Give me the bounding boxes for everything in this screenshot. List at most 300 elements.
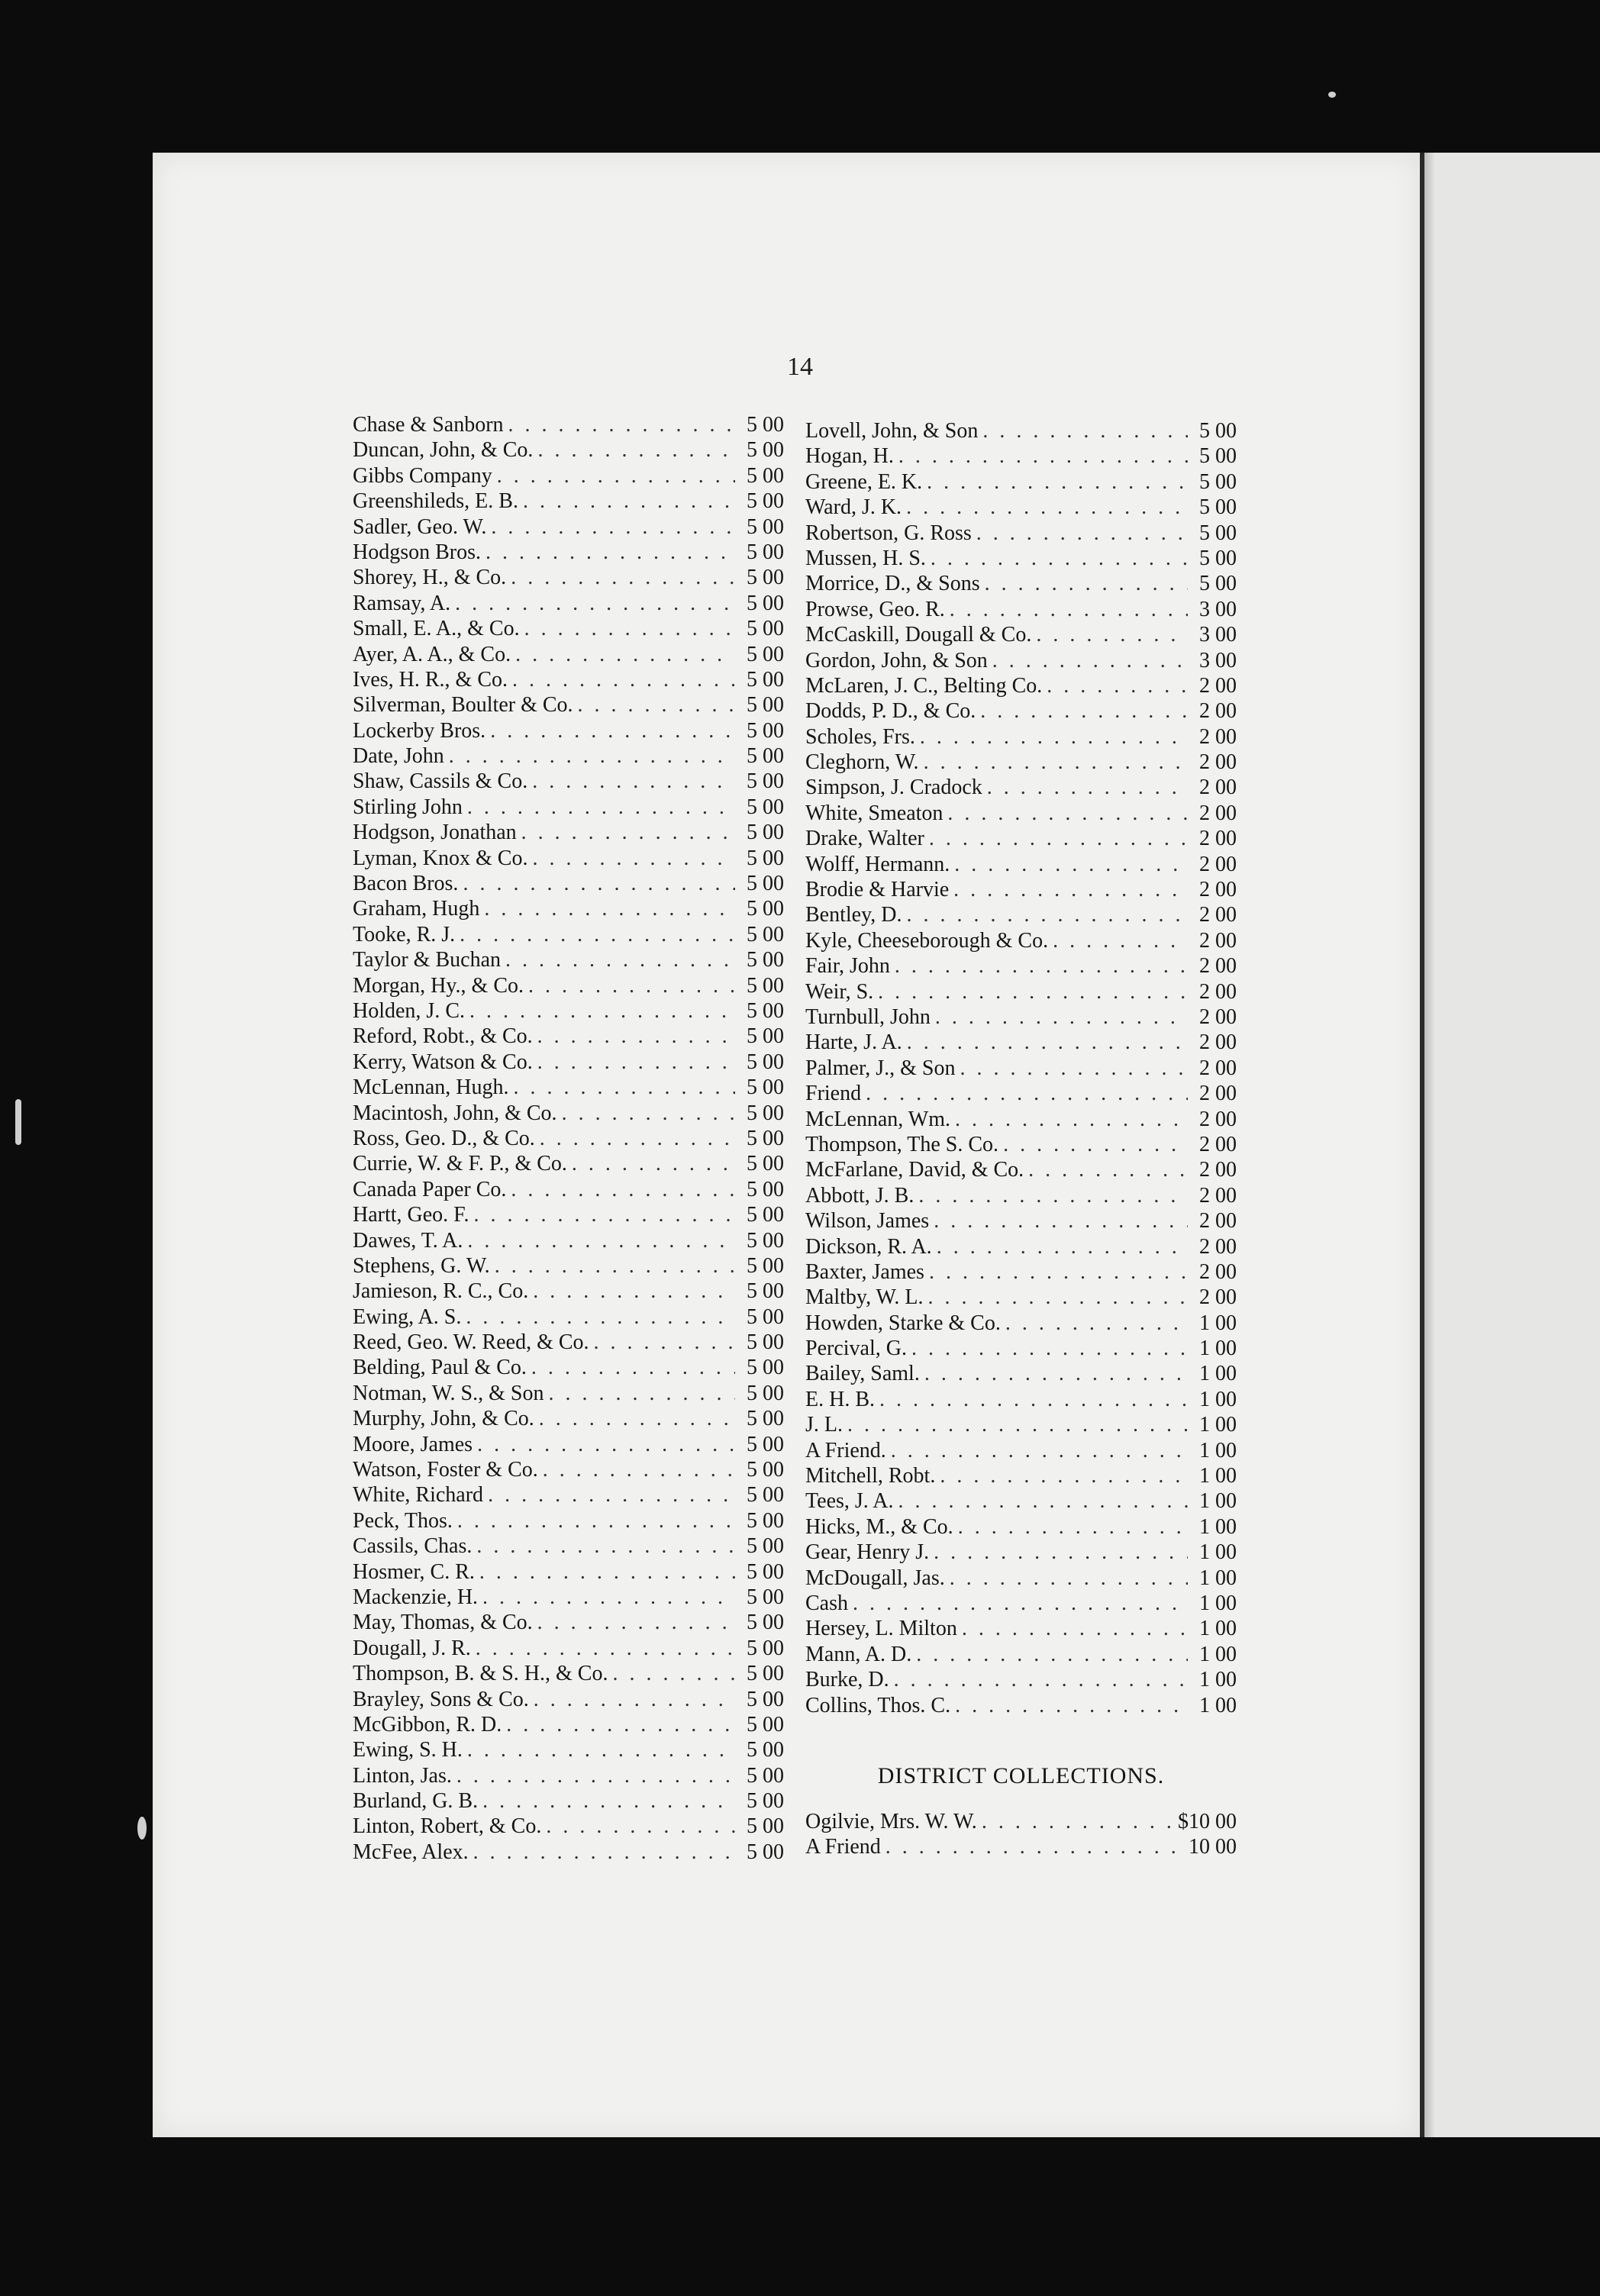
donor-name: Peck, Thos.: [353, 1508, 453, 1533]
leader-dots: [469, 998, 735, 1024]
leader-dots: [524, 616, 735, 641]
donor-entry: [353, 1533, 784, 1559]
leader-dots: [546, 1814, 735, 1839]
donor-entry: [805, 1667, 1237, 1692]
donor-entry: [353, 1177, 784, 1202]
leader-dots: [537, 437, 735, 463]
donor-entry: [353, 1126, 784, 1151]
donation-amount: 1 00: [1199, 1693, 1237, 1717]
leader-dots: [476, 1533, 735, 1559]
donor-name: Canada Paper Co.: [353, 1177, 507, 1201]
donor-entry: [353, 1432, 784, 1457]
donor-entry: [353, 769, 784, 794]
donation-amount: 3 00: [1199, 623, 1237, 647]
leader-dots: [540, 1126, 735, 1151]
donation-amount: 5 00: [747, 693, 784, 718]
donor-name: Cleghorn, W.: [805, 750, 919, 775]
leader-dots: [511, 1177, 735, 1202]
page-gutter-shadow: [1424, 153, 1435, 2137]
donor-name: Abbott, J. B.: [805, 1183, 915, 1208]
donor-entry: [805, 852, 1237, 877]
donor-entry: [805, 521, 1237, 546]
leader-dots: [612, 1661, 735, 1686]
donation-amount: 2 00: [1199, 878, 1237, 902]
leader-dots: [924, 750, 1188, 775]
donor-entry: [353, 1712, 784, 1737]
donor-name: Gordon, John, & Son: [805, 648, 988, 672]
donation-amount: 2 00: [1199, 903, 1237, 927]
leader-dots: [878, 979, 1188, 1004]
donor-name: Date, John: [353, 744, 444, 769]
donation-amount: $10 00: [1178, 1810, 1237, 1833]
leader-dots: [927, 469, 1188, 495]
leader-dots: [482, 1788, 735, 1814]
donor-entry: [805, 1311, 1237, 1336]
donation-amount: 1 00: [1199, 1387, 1237, 1411]
donation-amount: 5 00: [747, 1152, 784, 1176]
donor-name: Hersey, L. Milton: [805, 1617, 957, 1641]
donor-entry: [805, 1514, 1237, 1540]
donation-amount: 5 00: [1199, 444, 1237, 469]
donor-entry: [353, 591, 784, 616]
donation-amount: 5 00: [747, 846, 784, 870]
donor-entry: [353, 1101, 784, 1126]
district-collections-list: [805, 1809, 1237, 1860]
donation-amount: 3 00: [1199, 597, 1237, 621]
donor-entry: [353, 1381, 784, 1406]
leader-dots: [953, 877, 1188, 902]
donor-entry: [353, 973, 784, 998]
donation-amount: 5 00: [747, 1458, 784, 1482]
donor-entry: [805, 1463, 1237, 1488]
right-donor-list: [805, 418, 1237, 1718]
donor-entry: [805, 495, 1237, 520]
leader-dots: [934, 1540, 1188, 1565]
leader-dots: [476, 1636, 735, 1661]
leader-dots: [916, 1642, 1188, 1667]
donation-amount: 2 00: [1199, 1234, 1237, 1259]
donation-amount: 2 00: [1199, 979, 1237, 1004]
paper-speck: [1328, 92, 1336, 98]
leader-dots: [537, 1610, 735, 1635]
donor-name: Mussen, H. S.: [805, 546, 926, 570]
donation-amount: 5 00: [747, 1075, 784, 1100]
donor-entry: [353, 922, 784, 947]
donor-entry: [353, 437, 784, 463]
donor-name: Watson, Foster & Co.: [353, 1458, 538, 1482]
leader-dots: [548, 1381, 735, 1406]
donor-name: Greenshileds, E. B.: [353, 489, 518, 514]
leader-dots: [987, 775, 1188, 800]
leader-dots: [879, 1387, 1188, 1412]
donation-amount: 5 00: [747, 744, 784, 769]
leader-dots: [460, 922, 735, 947]
donation-amount: 2 00: [1199, 699, 1237, 724]
left-donor-list: [353, 412, 784, 1865]
donor-name: Brayley, Sons & Co.: [353, 1687, 529, 1711]
donation-amount: 5 00: [1199, 419, 1237, 443]
donor-name: Prowse, Geo. R.: [805, 597, 945, 621]
page-number: 14: [787, 353, 813, 381]
donor-entry: [805, 469, 1237, 495]
donor-name: Hosmer, C. R.: [353, 1559, 475, 1584]
leader-dots: [511, 565, 735, 590]
leader-dots: [954, 852, 1188, 877]
donation-amount: 2 00: [1199, 1158, 1237, 1182]
donation-amount: 1 00: [1199, 1311, 1237, 1335]
donor-entry: [805, 724, 1237, 750]
donor-entry: [805, 826, 1237, 851]
donor-entry: [805, 1834, 1237, 1859]
donor-entry: [353, 718, 784, 743]
leader-dots: [505, 947, 735, 972]
donation-amount: 5 00: [747, 642, 784, 666]
donor-name: Morrice, D., & Sons: [805, 572, 980, 596]
donor-name: Bentley, D.: [805, 903, 902, 927]
donation-amount: 2 00: [1199, 827, 1237, 851]
donation-amount: 5 00: [747, 1712, 784, 1737]
donor-entry: [805, 597, 1237, 622]
donor-entry: [805, 1107, 1237, 1132]
donor-name: Wolff, Hermann.: [805, 852, 950, 876]
donor-entry: [353, 1202, 784, 1227]
leader-dots: [523, 489, 735, 514]
donation-amount: 10 00: [1189, 1835, 1237, 1859]
leader-dots: [894, 1667, 1188, 1692]
leader-dots: [467, 1737, 735, 1762]
donor-entry: [805, 1809, 1237, 1834]
donation-amount: 5 00: [1199, 572, 1237, 596]
donation-amount: 5 00: [747, 514, 784, 539]
donor-entry: [805, 750, 1237, 775]
donor-name: Burland, G. B.: [353, 1789, 479, 1814]
donor-name: Kyle, Cheeseborough & Co.: [805, 928, 1049, 953]
donation-amount: 5 00: [747, 1253, 784, 1278]
leader-dots: [506, 1712, 735, 1737]
leader-dots: [920, 724, 1188, 750]
leader-dots: [982, 1809, 1173, 1834]
donor-name: McFee, Alex.: [353, 1840, 469, 1864]
donor-name: Collins, Thos. C.: [805, 1693, 951, 1717]
donor-name: McGibbon, R. D.: [353, 1712, 502, 1737]
donor-entry: [805, 1488, 1237, 1514]
donor-entry: [805, 698, 1237, 724]
donor-name: Lyman, Knox & Co.: [353, 846, 528, 870]
donor-name: Howden, Starke & Co.: [805, 1311, 1001, 1335]
donation-amount: 1 00: [1199, 1514, 1237, 1539]
donor-entry: [353, 412, 784, 437]
leader-dots: [950, 597, 1188, 622]
donor-entry: [805, 648, 1237, 673]
donor-name: Baxter, James: [805, 1259, 924, 1284]
donor-entry: [805, 418, 1237, 443]
leader-dots: [532, 769, 735, 794]
donor-name: Lockerby Bros.: [353, 718, 486, 743]
leader-dots: [572, 1151, 735, 1176]
donation-amount: 5 00: [747, 1330, 784, 1355]
donation-amount: 5 00: [747, 438, 784, 463]
donor-entry: [805, 1030, 1237, 1055]
leader-dots: [885, 1834, 1184, 1859]
leader-dots: [907, 1030, 1188, 1055]
donor-name: A Friend: [805, 1835, 881, 1859]
donation-amount: 1 00: [1199, 1362, 1237, 1386]
paper-speck: [137, 1817, 147, 1840]
donation-amount: 3 00: [1199, 648, 1237, 672]
leader-dots: [508, 412, 735, 437]
leader-dots: [497, 463, 735, 489]
leader-dots: [960, 1056, 1188, 1081]
donation-amount: 5 00: [747, 1356, 784, 1380]
leader-dots: [455, 591, 735, 616]
leader-dots: [982, 418, 1188, 443]
donation-amount: 5 00: [747, 872, 784, 896]
donor-entry: [353, 1814, 784, 1839]
donor-name: Maltby, W. L.: [805, 1285, 924, 1310]
leader-dots: [466, 1304, 735, 1330]
donation-amount: 5 00: [747, 821, 784, 845]
leader-dots: [898, 1488, 1188, 1514]
donor-entry: [353, 1050, 784, 1075]
donation-amount: 2 00: [1199, 776, 1237, 800]
leader-dots: [477, 1432, 735, 1457]
leader-dots: [521, 820, 735, 845]
donor-name: Duncan, John, & Co.: [353, 438, 534, 463]
donation-amount: 5 00: [747, 897, 784, 921]
donation-amount: 5 00: [747, 1126, 784, 1150]
donor-name: McCaskill, Dougall & Co.: [805, 623, 1032, 647]
donation-amount: 5 00: [747, 1585, 784, 1609]
donor-name: Stephens, G. W.: [353, 1253, 490, 1278]
donor-entry: [353, 998, 784, 1024]
donor-name: Murphy, John, & Co.: [353, 1407, 534, 1431]
donation-amount: 1 00: [1199, 1413, 1237, 1437]
donor-name: Notman, W. S., & Son: [353, 1381, 544, 1405]
donation-amount: 5 00: [747, 718, 784, 743]
donation-amount: 2 00: [1199, 1183, 1237, 1208]
donation-amount: 5 00: [747, 998, 784, 1023]
donor-name: Ramsay, A.: [353, 591, 451, 615]
donor-entry: [805, 902, 1237, 927]
leader-dots: [485, 540, 735, 565]
donor-name: Thompson, B. & S. H., & Co.: [353, 1662, 608, 1686]
donation-amount: 5 00: [747, 1814, 784, 1839]
donation-amount: 5 00: [747, 1662, 784, 1686]
leader-dots: [474, 1202, 735, 1227]
donor-name: Ward, J. K.: [805, 495, 902, 520]
donor-entry: [353, 667, 784, 692]
donor-name: Dougall, J. R.: [353, 1636, 471, 1660]
donor-name: Morgan, Hy., & Co.: [353, 973, 524, 998]
donor-name: Wilson, James: [805, 1209, 930, 1233]
paper-speck: [15, 1099, 21, 1145]
donation-amount: 5 00: [1199, 546, 1237, 570]
donor-name: Ewing, A. S.: [353, 1304, 462, 1329]
leader-dots: [955, 1107, 1188, 1132]
donor-name: J. L.: [805, 1413, 843, 1437]
donor-entry: [353, 795, 784, 820]
donor-name: McFarlane, David, & Co.: [805, 1158, 1024, 1182]
donor-entry: [353, 642, 784, 667]
donation-amount: 2 00: [1199, 673, 1237, 698]
donation-amount: 5 00: [747, 1407, 784, 1431]
donation-amount: 1 00: [1199, 1617, 1237, 1641]
donation-amount: 2 00: [1199, 928, 1237, 953]
donor-entry: [353, 616, 784, 641]
donor-entry: [805, 1285, 1237, 1310]
donor-entry: [353, 1661, 784, 1686]
donor-entry: [353, 1151, 784, 1176]
donor-name: Robertson, G. Ross: [805, 521, 972, 545]
leader-dots: [958, 1514, 1188, 1540]
leader-dots: [473, 1840, 735, 1865]
donor-entry: [805, 1438, 1237, 1463]
donor-entry: [353, 1330, 784, 1355]
donor-name: Stirling John: [353, 795, 463, 819]
donation-amount: 5 00: [747, 1738, 784, 1762]
donor-name: E. H. B.: [805, 1387, 875, 1411]
donor-entry: [805, 953, 1237, 979]
donation-amount: 1 00: [1199, 1540, 1237, 1565]
donor-entry: [805, 1234, 1237, 1259]
leader-dots: [928, 1285, 1188, 1310]
donor-entry: [353, 1610, 784, 1635]
leader-dots: [543, 1457, 735, 1482]
leader-dots: [895, 953, 1188, 979]
donor-entry: [805, 1004, 1237, 1030]
leader-dots: [463, 871, 735, 896]
leader-dots: [906, 495, 1188, 520]
donor-entry: [805, 1591, 1237, 1616]
leader-dots: [937, 1234, 1188, 1259]
donation-amount: 5 00: [747, 1483, 784, 1508]
donation-amount: 5 00: [747, 795, 784, 819]
donor-name: Burke, D.: [805, 1668, 889, 1692]
leader-dots: [847, 1412, 1188, 1437]
donor-name: Mackenzie, H.: [353, 1585, 479, 1609]
leader-dots: [578, 692, 735, 718]
donor-entry: [353, 489, 784, 514]
donor-entry: [353, 947, 784, 972]
donation-amount: 2 00: [1199, 1285, 1237, 1310]
leader-dots: [532, 846, 735, 871]
donation-amount: 5 00: [747, 489, 784, 514]
donor-entry: [353, 743, 784, 769]
leader-dots: [512, 667, 735, 692]
donation-amount: 5 00: [747, 1534, 784, 1559]
donor-name: Jamieson, R. C., Co.: [353, 1279, 529, 1304]
donation-amount: 5 00: [747, 1789, 784, 1814]
donor-entry: [805, 1540, 1237, 1565]
leader-dots: [534, 1687, 735, 1712]
donation-amount: 5 00: [747, 413, 784, 437]
leader-dots: [1036, 622, 1188, 647]
donation-amount: 5 00: [747, 463, 784, 488]
donor-name: McDougall, Jas.: [805, 1566, 945, 1590]
donation-amount: 5 00: [747, 1024, 784, 1049]
leader-dots: [1028, 1157, 1188, 1182]
donation-amount: 5 00: [747, 1508, 784, 1533]
leader-dots: [891, 1438, 1188, 1463]
donor-name: Dodds, P. D., & Co.: [805, 699, 976, 724]
leader-dots: [911, 1336, 1188, 1361]
donor-entry: [353, 1737, 784, 1762]
donor-name: Fair, John: [805, 954, 890, 979]
donor-name: Linton, Robert, & Co.: [353, 1814, 542, 1839]
donor-entry: [805, 877, 1237, 902]
adjacent-page-edge: [1420, 153, 1600, 2137]
donor-name: Gibbs Company: [353, 463, 492, 488]
donor-entry: [353, 1279, 784, 1304]
leader-dots: [940, 1463, 1188, 1488]
leader-dots: [495, 1253, 735, 1279]
donor-name: Percival, G.: [805, 1337, 907, 1361]
donor-name: Dickson, R. A.: [805, 1234, 932, 1259]
donor-entry: [353, 820, 784, 845]
donor-entry: [353, 1228, 784, 1253]
donor-name: Hodgson Bros.: [353, 540, 482, 564]
donor-name: Chase & Sanborn: [353, 413, 504, 437]
donor-name: Bacon Bros.: [353, 872, 459, 896]
donation-amount: 2 00: [1199, 1082, 1237, 1106]
donation-amount: 1 00: [1199, 1438, 1237, 1462]
leader-dots: [479, 1559, 735, 1585]
leader-dots: [924, 1361, 1188, 1386]
donation-amount: 5 00: [747, 1763, 784, 1788]
donor-entry: [805, 1056, 1237, 1081]
donor-name: Gear, Henry J.: [805, 1540, 930, 1565]
donor-entry: [805, 1412, 1237, 1437]
donation-amount: 5 00: [747, 566, 784, 590]
leader-dots: [482, 1585, 735, 1610]
donor-entry: [805, 1361, 1237, 1386]
donor-entry: [353, 1636, 784, 1661]
donor-name: Taylor & Buchan: [353, 948, 501, 972]
donor-name: Kerry, Watson & Co.: [353, 1050, 533, 1074]
donation-amount: 5 00: [747, 1177, 784, 1201]
leader-dots: [950, 1566, 1188, 1591]
donor-name: McLennan, Hugh.: [353, 1075, 509, 1100]
leader-dots: [918, 1183, 1188, 1208]
leader-dots: [985, 571, 1188, 596]
leader-dots: [929, 1259, 1188, 1285]
leader-dots: [467, 795, 735, 820]
donation-amount: 5 00: [747, 1840, 784, 1864]
donor-entry: [805, 1081, 1237, 1106]
donor-entry: [353, 1075, 784, 1100]
donor-name: White, Richard: [353, 1483, 484, 1508]
donation-amount: 5 00: [747, 667, 784, 692]
leader-dots: [934, 1208, 1188, 1233]
donation-amount: 2 00: [1199, 852, 1237, 876]
donor-name: Ross, Geo. D., & Co.: [353, 1126, 535, 1150]
donation-amount: 5 00: [747, 1611, 784, 1635]
donation-amount: 5 00: [747, 617, 784, 641]
donation-amount: 2 00: [1199, 750, 1237, 775]
donor-entry: [353, 1508, 784, 1533]
donation-amount: 5 00: [1199, 521, 1237, 545]
donation-amount: 2 00: [1199, 1209, 1237, 1233]
donation-amount: 1 00: [1199, 1668, 1237, 1692]
donor-name: Sadler, Geo. W.: [353, 514, 487, 539]
donor-name: Belding, Paul & Co.: [353, 1356, 527, 1380]
donor-entry: [353, 1687, 784, 1712]
donor-entry: [805, 1336, 1237, 1361]
leader-dots: [449, 743, 735, 769]
donor-name: Ives, H. R., & Co.: [353, 667, 508, 692]
leader-dots: [467, 1228, 735, 1253]
donor-entry: [805, 801, 1237, 826]
